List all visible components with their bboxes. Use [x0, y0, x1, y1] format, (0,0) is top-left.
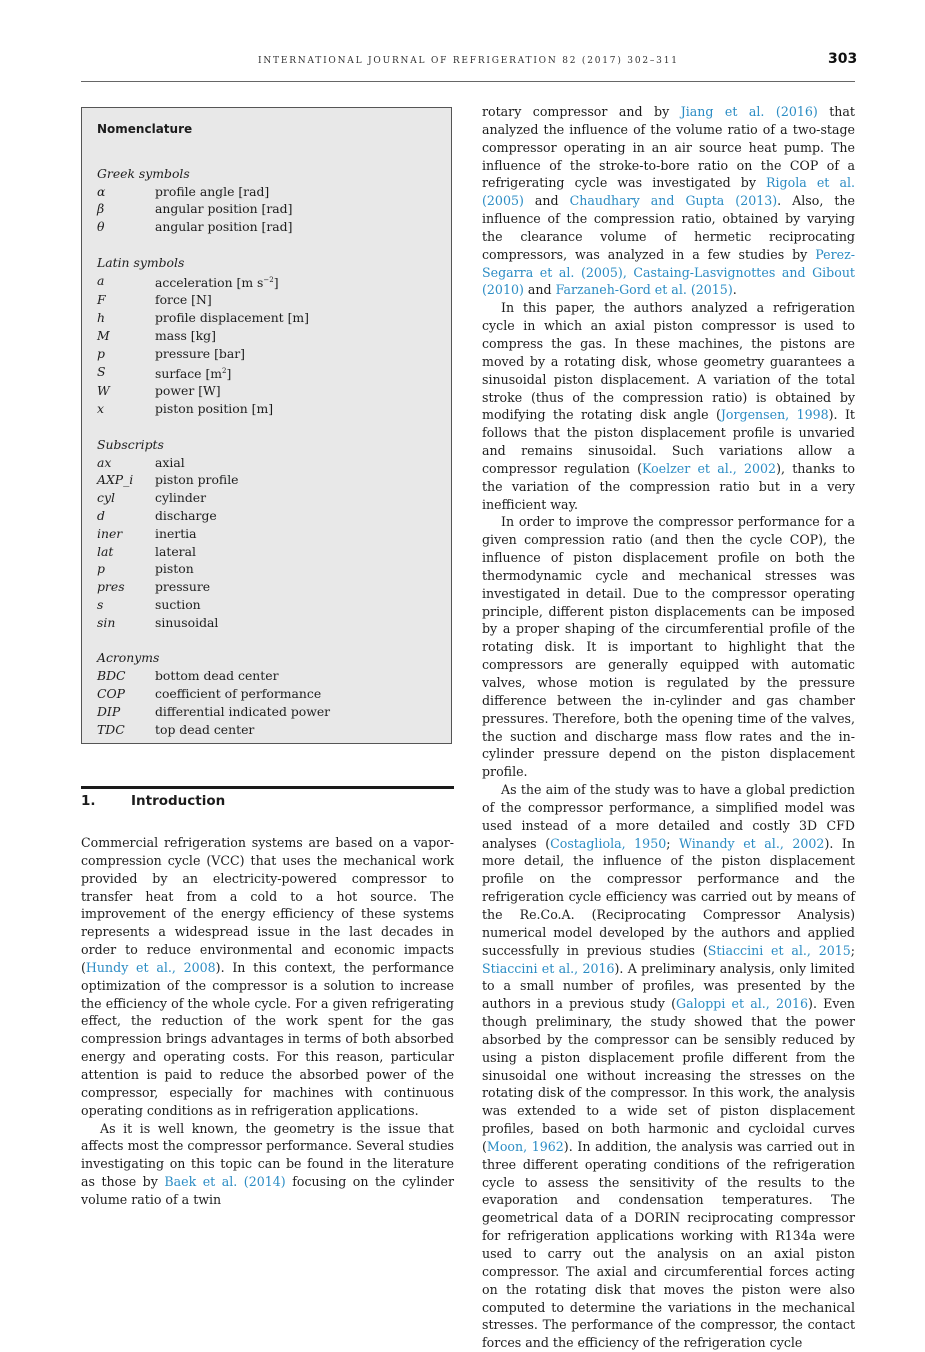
- nomenclature-entry: [97, 667, 436, 685]
- nomenclature-entry: [97, 272, 436, 292]
- nomenclature-definition: [155, 327, 436, 345]
- definition-text: profile displacement [m]: [155, 310, 310, 326]
- nomenclature-group-title: Greek symbols: [97, 165, 190, 181]
- paragraph-text: ), thanks to the variation of the compression ratio but in a very inefficient way.: [482, 460, 856, 512]
- nomenclature-definition: [155, 543, 436, 561]
- paragraph-text: rotary compressor and by: [482, 104, 681, 119]
- left-column-text: [81, 834, 454, 1209]
- definition-text: profile angle [rad]: [155, 183, 270, 199]
- nomenclature-symbol: M: [97, 327, 110, 343]
- nomenclature-group: [97, 254, 436, 418]
- nomenclature-group-title: Latin symbols: [97, 254, 185, 270]
- definition-text: sinusoidal: [155, 614, 219, 630]
- nomenclature-definition: [155, 200, 436, 218]
- definition-text: axial: [155, 454, 185, 470]
- paragraph-text: and: [523, 282, 556, 298]
- paragraph-text: ). In more detail, the influence of the piston displacement profile on the compressor performance and the refrigeration cycle efficiency was carried out by means of the Re.Co.A. (Reciprocating Compressor Analysis) numerical model developed by the authors and applied successfully in previous studies (: [482, 835, 855, 958]
- nomenclature-symbol: iner: [97, 525, 123, 541]
- nomenclature-symbol: α: [97, 183, 106, 199]
- citation-link[interactable]: Hundy et al., 2008: [85, 959, 216, 975]
- nomenclature-symbol: AXP_i: [97, 472, 134, 488]
- body-paragraph: [81, 834, 454, 1120]
- nomenclature-symbol: sin: [97, 614, 116, 630]
- nomenclature-symbol: F: [97, 292, 106, 308]
- citation-link[interactable]: Jiang et al. (2016): [680, 104, 818, 119]
- nomenclature-group: [97, 165, 436, 236]
- nomenclature-symbol: ax: [97, 454, 112, 470]
- definition-text: angular position [rad]: [155, 201, 293, 217]
- nomenclature-entry: [97, 454, 436, 472]
- section-number: 1.: [81, 793, 96, 809]
- definition-text: angular position [rad]: [155, 219, 293, 235]
- definition-text: surface [m: [155, 365, 223, 381]
- nomenclature-definition: [155, 614, 436, 632]
- citation-link[interactable]: Rigola et al. (2005): [482, 175, 855, 209]
- nomenclature-definition: [155, 578, 436, 596]
- nomenclature-definition: [155, 309, 436, 327]
- nomenclature-definition: [155, 345, 436, 363]
- nomenclature-symbol: β: [97, 201, 105, 217]
- nomenclature-symbol: W: [97, 383, 110, 399]
- definition-text: differential indicated power: [155, 703, 331, 719]
- nomenclature-definition: [155, 560, 436, 578]
- nomenclature-entry: [97, 525, 436, 543]
- nomenclature-definition: [155, 507, 436, 525]
- paragraph-text: . Also, the influence of the compression ratio, obtained by varying the clearance volume of hermetic reciprocating compressors, was analyzed in a few studies by: [482, 193, 855, 262]
- nomenclature-symbol: x: [97, 401, 104, 417]
- definition-tail: ]: [226, 365, 232, 381]
- nomenclature-definition: [155, 525, 436, 543]
- citation-link[interactable]: Stiaccini et al., 2015: [707, 942, 851, 958]
- nomenclature-entry: [97, 382, 436, 400]
- right-column-text: [482, 103, 855, 1352]
- nomenclature-definition: [155, 382, 436, 400]
- nomenclature-entry: [97, 471, 436, 489]
- nomenclature-symbol: s: [97, 596, 104, 612]
- nomenclature-group-title: Acronyms: [97, 650, 160, 666]
- body-paragraph: [482, 299, 855, 513]
- definition-text: piston profile: [155, 472, 239, 488]
- citation-link[interactable]: Galoppi et al., 2016: [676, 996, 809, 1012]
- paragraph-text: that analyzed the influence of the volume ratio of a two-stage compressor operating in an air source heat pump. The influence of the stroke-to-bore ratio on the COP of a refrigerating cycle was investigated by: [482, 104, 855, 191]
- nomenclature-entry: [97, 345, 436, 363]
- nomenclature-definition: [155, 183, 436, 201]
- paragraph-text: In this paper, the authors analyzed a refrigeration cycle in which an axial piston compressor is used to compress the gas. In these machines, the pistons are moved by a rotating disk, whose geometry guarantees a sinusoidal piston displacement. A variation of the total stroke (thus of the compression ratio) is obtained by modifying the rotating disk angle (: [482, 300, 855, 423]
- nomenclature-entry: [97, 200, 436, 218]
- nomenclature-definition: [155, 667, 436, 685]
- nomenclature-entry: [97, 291, 436, 309]
- paragraph-text: ). Even though preliminary, the study showed that the power absorbed by the compressor can be sensibly reduced by using a piston displacement profile different from the sinusoidal one without increasing the stresses on the rotating disk of the compressor. In this work, the analysis was extended to a wide set of piston displacement profiles, based on both harmonic and cycloidal curves (: [482, 996, 856, 1154]
- nomenclature-box: [81, 107, 452, 744]
- nomenclature-entry: [97, 543, 436, 561]
- definition-text: pressure [bar]: [155, 345, 245, 361]
- running-head-journal: INTERNATIONAL JOURNAL OF REFRIGERATION 82 (2017) 302–311: [258, 56, 679, 66]
- nomenclature-entry: [97, 327, 436, 345]
- citation-link[interactable]: Winandy et al., 2002: [679, 835, 825, 851]
- paragraph-text: ). In this context, the performance optimization of the compressor is a solution to increase the efficiency of the whole cycle. For a given refrigerating effect, the reduction of the work spent for the gas compression brings advantages in terms of both absorbed energy and operating costs. For this reason, particular attention is paid to reduce the absorbed power of the compressor, especially for machines with continuous operating conditions as in refrigeration applications.: [81, 959, 454, 1118]
- nomenclature-symbol: d: [97, 507, 105, 523]
- definition-text: piston position [m]: [155, 401, 274, 417]
- nomenclature-symbol: pres: [97, 579, 125, 595]
- paragraph-text: ). A preliminary analysis, only limited to a small number of profiles, was presented by the authors in a previous study (: [482, 960, 855, 1012]
- definition-text: pressure: [155, 579, 211, 595]
- nomenclature-symbol: h: [97, 310, 105, 326]
- paragraph-text: ). It follows that the piston displacement profile is unvaried and remains sinusoidal. Such variations allow a compressor regulation (: [482, 407, 855, 476]
- body-paragraph: [482, 781, 855, 1352]
- section-heading: [81, 793, 225, 809]
- citation-link[interactable]: Costagliola, 1950: [550, 835, 667, 851]
- definition-text: cylinder: [155, 490, 207, 506]
- nomenclature-title: Nomenclature: [97, 122, 193, 136]
- nomenclature-symbol: p: [97, 345, 105, 361]
- nomenclature-definition: [155, 400, 436, 418]
- definition-text: bottom dead center: [155, 668, 279, 684]
- nomenclature-entry: [97, 400, 436, 418]
- paragraph-text: In order to improve the compressor performance for a given compression ratio (and then the cycle COP), the influence of piston displacement profile on both the thermodynamic cycle and mechanical stresses was investigated in detail. Due to the compressor operating principle, different piston displacements can be imposed by a proper shaping of the circumferential profile of the rotating disk. It is important to highlight that the compressors are generally equipped with automatic valves, whose motion is regulated by the pressure difference between the in-cylinder and gas chamber pressures. Therefore, both the opening time of the valves, the suction and discharge mass flow rates and the in-cylinder pressure depend on the piston displacement profile.: [482, 514, 855, 780]
- citation-link[interactable]: Stiaccini et al., 2016: [482, 960, 615, 976]
- nomenclature-symbol: p: [97, 561, 105, 577]
- header-rule: [81, 81, 855, 82]
- nomenclature-symbol: lat: [97, 543, 114, 559]
- nomenclature-definition: [155, 489, 436, 507]
- definition-text: inertia: [155, 525, 197, 541]
- nomenclature-entry: [97, 183, 436, 201]
- nomenclature-definition: [155, 471, 436, 489]
- nomenclature-entry: [97, 507, 436, 525]
- nomenclature-symbol: a: [97, 272, 105, 288]
- nomenclature-definition: [155, 454, 436, 472]
- nomenclature-symbol: COP: [97, 685, 125, 701]
- paragraph-text: As it is well known, the geometry is the issue that affects most the compressor performance. Several studies investigating on this topic can be found in the literature as those by: [81, 1120, 454, 1190]
- nomenclature-group: [97, 436, 436, 632]
- unit-exponent: −2: [263, 275, 274, 284]
- nomenclature-definition: [155, 596, 436, 614]
- definition-text: acceleration [m s: [155, 274, 264, 290]
- nomenclature-definition: [155, 703, 436, 721]
- nomenclature-symbol: cyl: [97, 490, 115, 506]
- citation-link[interactable]: Baek et al. (2014): [164, 1174, 286, 1190]
- body-paragraph: [482, 513, 855, 781]
- nomenclature-definition: [155, 218, 436, 236]
- definition-text: top dead center: [155, 721, 255, 737]
- nomenclature-entry: [97, 489, 436, 507]
- nomenclature-group-title: Subscripts: [97, 436, 164, 452]
- nomenclature-symbol: TDC: [97, 721, 125, 737]
- definition-text: coefficient of performance: [155, 685, 322, 701]
- nomenclature-entry: [97, 363, 436, 383]
- paragraph-text: and: [523, 193, 570, 209]
- paragraph-text: ;: [850, 942, 855, 958]
- nomenclature-entry: [97, 309, 436, 327]
- definition-text: lateral: [155, 543, 196, 559]
- paragraph-text: Commercial refrigeration systems are based on a vapor-compression cycle (VCC) that uses the mechanical work provided by an electricity-powered compressor to transfer heat from a cold to a hot source. The improvement of the energy efficiency of these systems represents a widespread issue in the last decades in order to reduce environmental and economic impacts (: [81, 835, 454, 975]
- definition-text: mass [kg]: [155, 327, 216, 343]
- section-rule: [81, 786, 454, 789]
- definition-text: discharge: [155, 507, 217, 523]
- nomenclature-entry: [97, 721, 436, 739]
- nomenclature-definition: [155, 363, 436, 383]
- paragraph-text: ;: [666, 835, 680, 851]
- paragraph-text: .: [732, 282, 737, 298]
- body-paragraph: [81, 1120, 454, 1209]
- nomenclature-symbol: θ: [97, 219, 105, 235]
- nomenclature-entry: [97, 218, 436, 236]
- citation-link[interactable]: Moon, 1962: [486, 1138, 564, 1154]
- citation-link[interactable]: Farzaneh-Gord et al. (2015): [555, 282, 733, 298]
- nomenclature-entry: [97, 596, 436, 614]
- nomenclature-definition: [155, 685, 436, 703]
- citation-link[interactable]: Jorgensen, 1998: [720, 407, 829, 423]
- citation-link[interactable]: Koelzer et al., 2002: [642, 460, 777, 476]
- nomenclature-definition: [155, 721, 436, 739]
- nomenclature-symbol: BDC: [97, 668, 126, 684]
- nomenclature-entry: [97, 560, 436, 578]
- citation-link[interactable]: Chaudhary and Gupta (2013): [569, 193, 778, 209]
- nomenclature-symbol: DIP: [97, 703, 121, 719]
- definition-text: force [N]: [155, 292, 212, 308]
- unit-exponent: 2: [222, 366, 227, 375]
- nomenclature-definition: [155, 291, 436, 309]
- nomenclature-entry: [97, 614, 436, 632]
- nomenclature-entry: [97, 703, 436, 721]
- paragraph-text: focusing on the cylinder volume ratio of a twin: [81, 1174, 454, 1207]
- citation-link[interactable]: Perez-Segarra et al. (2005), Castaing-Lasvignottes and Gibout (2010): [482, 246, 855, 298]
- section-title: Introduction: [131, 793, 226, 809]
- definition-text: suction: [155, 596, 201, 612]
- nomenclature-definition: [155, 272, 436, 292]
- page-number: 303: [828, 51, 858, 67]
- definition-tail: ]: [273, 274, 279, 290]
- definition-text: piston: [155, 561, 194, 577]
- nomenclature-entry: [97, 578, 436, 596]
- paragraph-text: As the aim of the study was to have a global prediction of the compressor performance, a simplified model was used instead of a more detailed and costly 3D CFD analyses (: [482, 782, 855, 851]
- nomenclature-groups: [97, 165, 436, 739]
- nomenclature-entry: [97, 685, 436, 703]
- paragraph-text: ). In addition, the analysis was carried out in three different operating conditions of the refrigeration cycle to assess the sensitivity of the results to the evaporation and condensation temperatures. The geometrical data of a DORIN reciprocating compressor for refrigeration applications working with R134a were used to carry out the analysis on an axial piston compressor. The axial and circumferential forces acting on the rotating disk that moves the piston were also computed to determine the variations in the mechanical stresses. The performance of the compressor, the contact forces and the efficiency of the refrigeration cycle: [482, 1138, 856, 1351]
- nomenclature-symbol: S: [97, 363, 106, 379]
- body-paragraph: [482, 103, 855, 299]
- nomenclature-group: [97, 649, 436, 738]
- definition-text: power [W]: [155, 383, 221, 399]
